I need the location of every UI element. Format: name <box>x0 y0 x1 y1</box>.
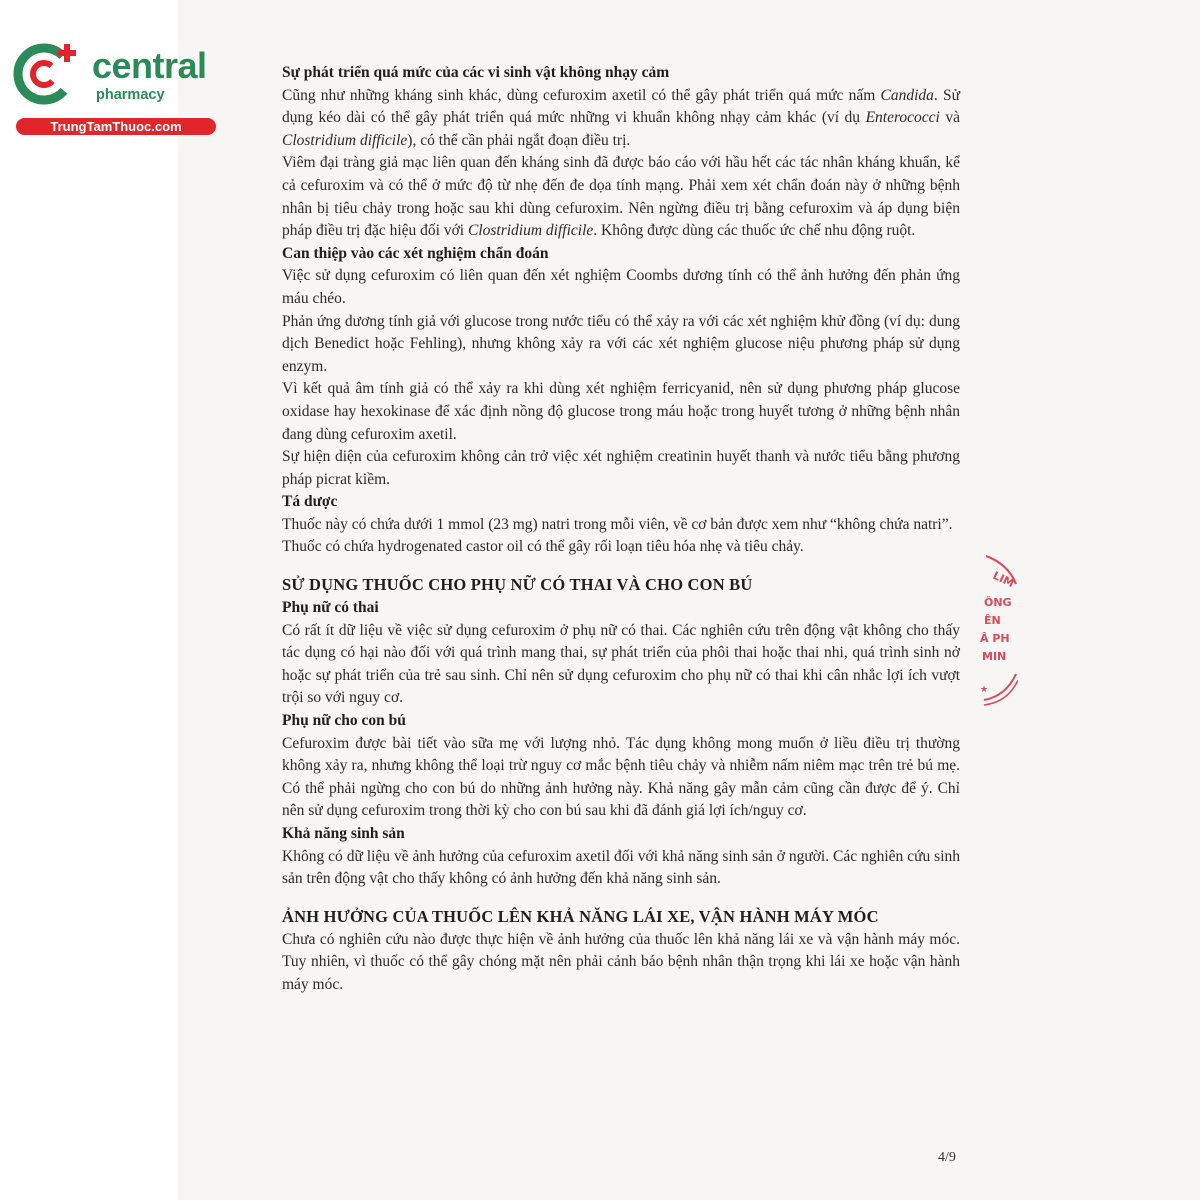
paragraph: Việc sử dụng cefuroxim có liên quan đến xét nghiệm Coombs dương tính có thể ảnh hưởng đến phản ứng máu chéo. <box>282 267 960 307</box>
heading-excipients: Tá dược <box>282 493 338 511</box>
brand-name: central <box>92 45 207 86</box>
paragraph: Phản ứng dương tính giả với glucose trong nước tiểu có thể xảy ra với các xét nghiệm khử đồng (ví dụ: dung dịch Benedict hoặc Fehling), nhưng không xảy ra với các xét nghiệm glucose niệu phương pháp sử dụng enzym. <box>282 312 960 375</box>
heading-superinfection: Sự phát triển quá mức của các vi sinh vật không nhạy cảm <box>282 64 670 81</box>
heading-lab-interference: Can thiệp vào các xét nghiệm chẩn đoán <box>282 244 549 262</box>
paragraph: Không có dữ liệu về ảnh hưởng của cefuroxim axetil đối với khả năng sinh sản ở người. Các nghiên cứu sinh sản trên động vật cho thấy không có ảnh hưởng đến khả năng sinh sản. <box>282 847 960 888</box>
text-run: Viêm đại tràng giả mạc liên quan đến kháng sinh đã được báo cáo với hầu hết các tác nhân kháng khuẩn, kể cả cefuroxim và có thể ở mức độ từ nhẹ đến đe dọa tính mạng. Phải xem xét chẩn đoán này ở những bệnh nhân bị tiêu chảy trong hoặc sau khi dùng cefuroxim. Nên ngừng điều trị bằng cefuroxim và áp dụng biện pháp điều trị đặc hiệu đối với <box>282 154 960 240</box>
stamp-line-2: ÔNG <box>984 596 1012 609</box>
text-run: . Không được dùng các thuốc ức chế nhu động ruột. <box>593 222 916 240</box>
italic-term: Clostridium difficile <box>282 131 408 149</box>
page-number: 4/9 <box>938 1150 956 1165</box>
brand-subtitle: pharmacy <box>96 87 165 103</box>
italic-term: Enterococci <box>865 109 940 127</box>
paragraph <box>282 85 960 153</box>
stamp-line-1: LIM <box>990 568 1017 591</box>
paragraph <box>282 152 960 242</box>
paragraph: Vì kết quả âm tính giả có thể xảy ra khi dùng xét nghiệm ferricyanid, nên sử dụng phương pháp glucose oxidase hay hexokinase để xác định nồng độ glucose trong máu hoặc trong huyết tương ở những bệnh nhân đang dùng cefuroxim axetil. <box>282 380 960 443</box>
text-run: Cũng như những kháng sinh khác, dùng cefuroxim axetil có thể gây phát triển quá mức nấm <box>282 86 881 104</box>
paragraph: Chưa có nghiên cứu nào được thực hiện về ảnh hưởng của thuốc lên khả năng lái xe và vận hành máy móc. Tuy nhiên, vì thuốc có thể gây chóng mặt nên phải cảnh báo bệnh nhân thận trọng khi lái xe hoặc vận hành máy móc. <box>282 930 960 993</box>
italic-term: Candida <box>880 86 934 104</box>
brand-logo[interactable] <box>8 36 212 140</box>
heading-breastfeeding: Phụ nữ cho con bú <box>282 712 406 730</box>
paragraph: Thuốc này có chứa dưới 1 mmol (23 mg) natri trong mỗi viên, về cơ bản được xem như “không chứa natri”. <box>282 515 953 533</box>
text-run: ), có thể cần phải ngắt đoạn điều trị. <box>407 131 631 149</box>
text-run: và <box>939 109 961 127</box>
stamp-line-4: Â PH <box>980 632 1010 645</box>
central-pharmacy-mark-icon <box>8 36 88 116</box>
stamp-line-3: ÊN <box>984 614 1001 627</box>
paragraph: Có rất ít dữ liệu về việc sử dụng cefuroxim ở phụ nữ có thai. Các nghiên cứu trên động vật không cho thấy tác dụng có hại nào đối với quá trình mang thai, sự phát triển của phôi thai hoặc thai nhi, quá trình sinh nở hoặc sự phát triển của trẻ sau sinh. Chỉ nên sử dụng cefuroxim cho phụ nữ có thai khi cân nhắc lợi ích vượt trội so với nguy cơ. <box>282 621 960 707</box>
stamp-star-icon: ★ <box>980 685 989 695</box>
section-title-driving: ẢNH HƯỞNG CỦA THUỐC LÊN KHẢ NĂNG LÁI XE, VẬN HÀNH MÁY MÓC <box>282 906 879 926</box>
heading-fertility: Khả năng sinh sản <box>282 825 405 842</box>
paragraph: Sự hiện diện của cefuroxim không cản trở việc xét nghiệm creatinin huyết thanh và nước tiểu bằng phương pháp picrat kiềm. <box>282 448 960 488</box>
paragraph: Cefuroxim được bài tiết vào sữa mẹ với lượng nhỏ. Tác dụng không mong muốn ở liều điều trị thường không xảy ra, nhưng không thể loại trừ nguy cơ mắc bệnh tiêu chảy và nhiễm nấm niêm mạc trên trẻ bú mẹ. Có thể phải ngừng cho con bú do những ảnh hưởng này. Khả năng gây mẫn cảm cũng cần được để ý. Chỉ nên sử dụng cefuroxim trong thời kỳ cho con bú sau khi đã đánh giá lợi ích/nguy cơ. <box>282 734 960 820</box>
heading-pregnant-women: Phụ nữ có thai <box>282 599 379 617</box>
red-stamp <box>978 550 1018 710</box>
stamp-line-5: MIN <box>982 650 1007 663</box>
brand-url-badge[interactable]: TrungTamThuoc.com <box>16 118 216 135</box>
paragraph: Thuốc có chứa hydrogenated castor oil có thể gây rối loạn tiêu hóa nhẹ và tiêu chảy. <box>282 538 804 556</box>
italic-term: Clostridium difficile <box>467 222 594 240</box>
section-title-pregnancy: SỬ DỤNG THUỐC CHO PHỤ NỮ CÓ THAI VÀ CHO CON BÚ <box>282 575 753 595</box>
text-run: . Sử dụng kéo dài có thể gây phát triển quá mức những vi khuẩn không nhạy cảm khác (ví dụ <box>282 86 960 127</box>
document-body <box>282 62 960 997</box>
